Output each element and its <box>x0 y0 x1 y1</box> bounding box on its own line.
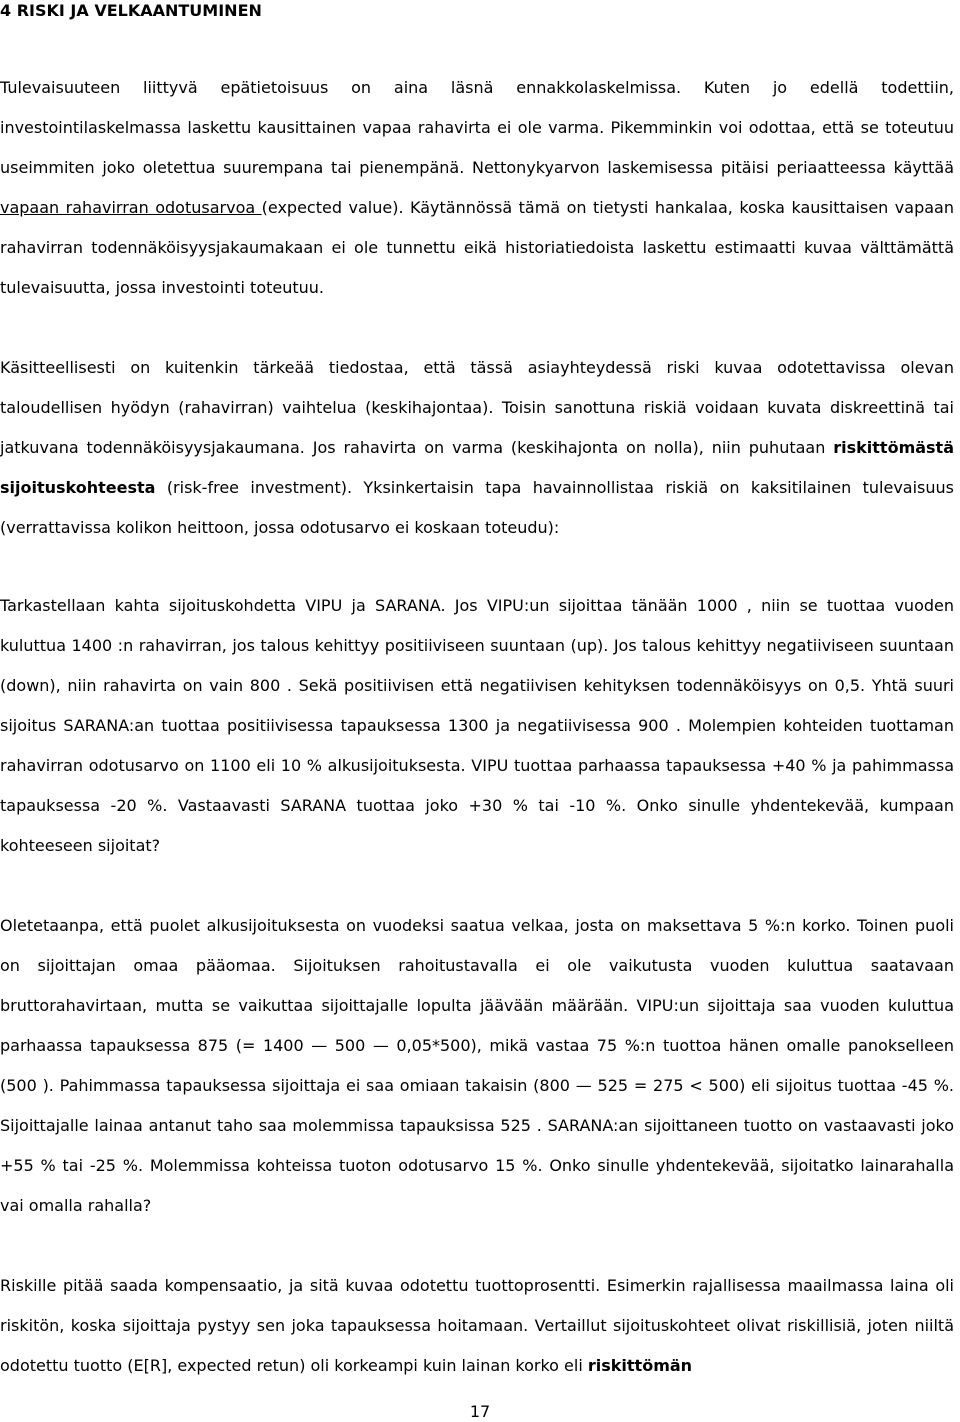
paragraph-risk-compensation <box>0 1266 954 1386</box>
bold-term: riskittömästä sijoituskohteesta <box>0 438 954 497</box>
paragraph-text: (risk-free investment). Yksinkertaisin tapa havainnollistaa riskiä on kaksitilainen tulevaisuus (verrattavissa kolikon heittoon, jossa odotusarvo ei koskaan toteudu): <box>0 478 954 537</box>
paragraph-risk-concept <box>0 348 954 548</box>
paragraph-text: (expected value). Käytännössä tämä on tietysti hankalaa, koska kausittaisen vapaan rahavirran todennäköisyysjakaumakaan ei ole tunnettu eikä historiatiedoista laskettu estimaatti kuvaa välttämättä tulevaisuutta, jossa investointi toteutuu. <box>0 198 954 297</box>
paragraph-text: Tulevaisuuteen liittyvä epätietoisuus on aina läsnä ennakkolaskelmissa. Kuten jo edellä todettiin, investointilaskelmassa laskettu kausittainen vapaa rahavirta ei ole varma. Pikemminkin voi odottaa, että se toteutuu useimmiten joko oletettua suurempana tai pienempänä. Nettonykyarvon laskemisessa pitäisi periaatteessa käyttää <box>0 78 954 177</box>
bold-term: riskittömän <box>587 1356 693 1375</box>
underlined-term: vapaan rahavirran odotusarvoa <box>0 198 262 217</box>
paragraph-text: Käsitteellisesti on kuitenkin tärkeää tiedostaa, että tässä asiayhteydessä riski kuvaa odotettavissa olevan taloudellisen hyödyn (rahavirran) vaihtelua (keskihajontaa). Toisin sanottuna riskiä voidaan kuvata diskreettinä tai jatkuvana todennäköisyysjakaumana. Jos rahavirta on varma (keskihajonta on nolla), niin puhutaan <box>0 358 954 457</box>
paragraph-uncertainty <box>0 68 954 308</box>
section-heading: 4 RISKI JA VELKAANTUMINEN <box>0 1 262 20</box>
paragraph-example-vipu-sarana: Tarkastellaan kahta sijoituskohdetta VIPU ja SARANA. Jos VIPU:un sijoittaa tänään 1000 , niin se tuottaa vuoden kuluttua 1400 :n rahavirran, jos talous kehittyy positiiviseen suuntaan (up). Jos talous kehittyy negatiiviseen suuntaan (down), niin rahavirta on vain 800 . Sekä positiivisen että negatiivisen kehityksen todennäköisyys on 0,5. Yhtä suuri sijoitus SARANA:an tuottaa positiivisessa tapauksessa 1300 ja negatiivisessa 900 . Molempien kohteiden tuottaman rahavirran odotusarvo on 1100 eli 10 % alkusijoituksesta. VIPU tuottaa parhaassa tapauksessa +40 % ja pahimmassa tapauksessa -20 %. Vastaavasti SARANA tuottaa joko +30 % tai -10 %. Onko sinulle yhdentekevää, kumpaan kohteeseen sijoitat? <box>0 596 954 855</box>
page-number: 17 <box>469 1402 491 1421</box>
paragraph-text: Riskille pitää saada kompensaatio, ja sitä kuvaa odotettu tuottoprosentti. Esimerkin rajallisessa maailmassa laina oli riskitön, koska sijoittaja pystyy sen joka tapauksessa hoitamaan. Vertaillut sijoituskohteet olivat riskillisiä, joten niiltä odotettu tuotto (E[R], expected retun) oli korkeampi kuin lainan korko eli <box>0 1276 954 1375</box>
paragraph-leverage-example: Oletetaanpa, että puolet alkusijoituksesta on vuodeksi saatua velkaa, josta on maksettava 5 %:n korko. Toinen puoli on sijoittajan omaa pääomaa. Sijoituksen rahoitustavalla ei ole vaikutusta vuoden kuluttua saatavaan bruttorahavirtaan, mutta se vaikuttaa sijoittajalle lopulta jäävään määrään. VIPU:un sijoittaja saa vuoden kuluttua parhaassa tapauksessa 875 (= 1400 — 500 — 0,05*500), mikä vastaa 75 %:n tuottoa hänen omalle panokselleen (500 ). Pahimmassa tapauksessa sijoittaja ei saa omiaan takaisin (800 — 525 = 275 < 500) eli sijoitus tuottaa -45 %. Sijoittajalle lainaa antanut taho saa molemmissa tapauksissa 525 . SARANA:an sijoittaneen tuotto on vastaavasti joko +55 % tai -25 %. Molemmissa kohteissa tuoton odotusarvo 15 %. Onko sinulle yhdentekevää, sijoitatko lainarahalla vai omalla rahalla? <box>0 916 954 1215</box>
